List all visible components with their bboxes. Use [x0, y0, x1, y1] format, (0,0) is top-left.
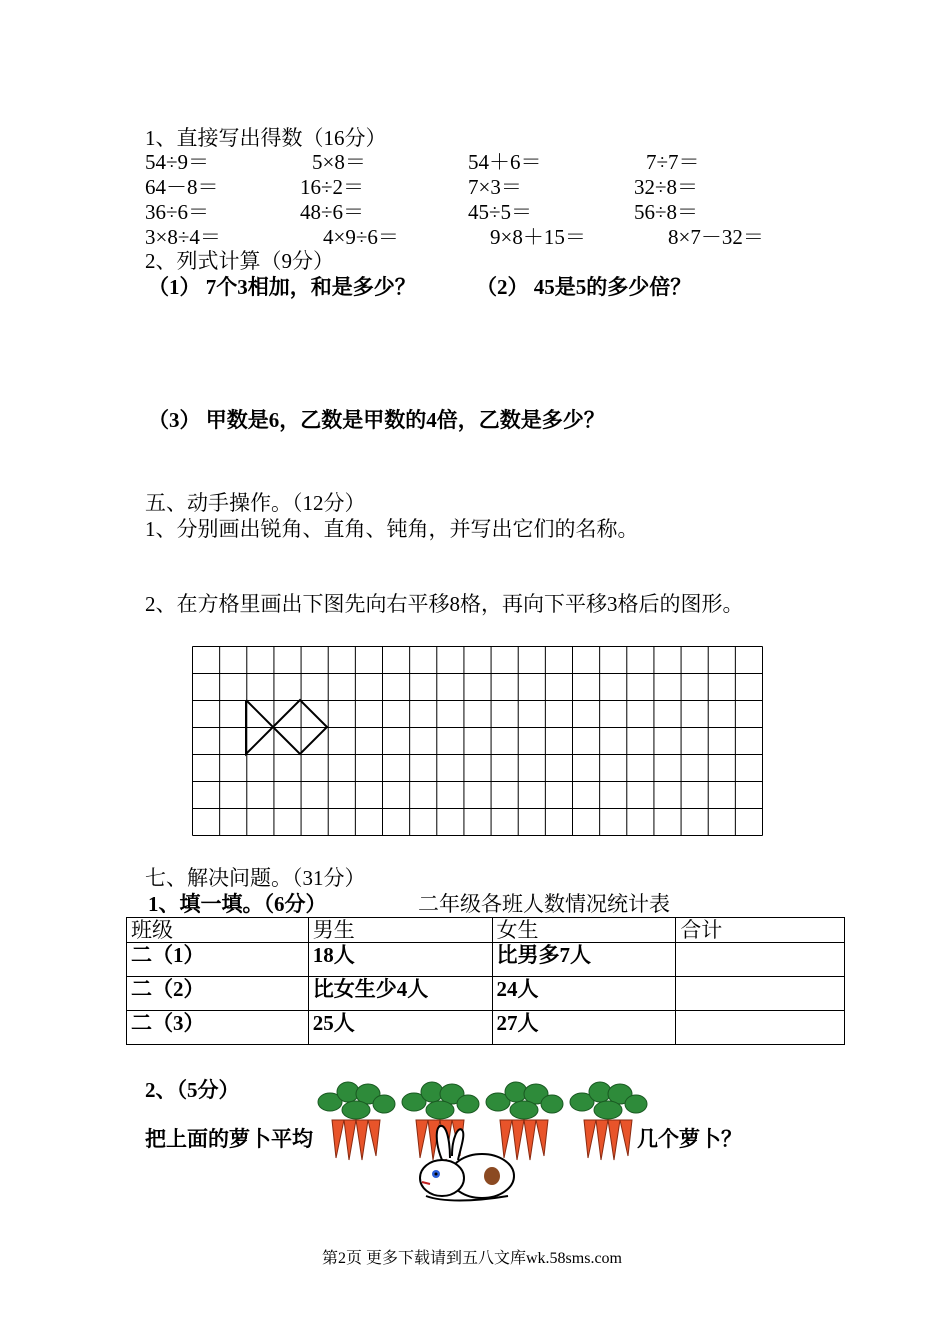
cell-boys: 18人	[308, 943, 492, 977]
problem: 5×8＝	[312, 150, 366, 174]
cell-class: 二（1）	[127, 943, 309, 977]
problem: 54＋6＝	[468, 150, 542, 174]
problem: 8×7－32＝	[668, 225, 764, 249]
cell-total[interactable]	[676, 977, 845, 1011]
problem: 48÷6＝	[300, 200, 365, 224]
section5-title: 五、动手操作。（12分）	[145, 491, 366, 515]
cell-class: 二（2）	[127, 977, 309, 1011]
question-7-2-label: 2、（5分）	[145, 1078, 240, 1102]
problem: 64－8＝	[145, 175, 219, 199]
problem: 45÷5＝	[468, 200, 533, 224]
translation-grid	[192, 646, 763, 838]
section7-title: 七、解决问题。（31分）	[145, 866, 366, 890]
cell-class: 二（3）	[127, 1011, 309, 1045]
carrot-bunch-icon	[568, 1080, 648, 1162]
header-cell: 女生	[492, 918, 676, 943]
section1-title: 1、直接写出得数（16分）	[145, 126, 387, 150]
cell-boys: 比女生少4人	[308, 977, 492, 1011]
table-row	[127, 1011, 845, 1045]
question-5-1: 1、分别画出锐角、直角、钝角，并写出它们的名称。	[145, 517, 639, 541]
problem: 32÷8＝	[634, 175, 699, 199]
section2-title: 2、列式计算（9分）	[145, 249, 334, 273]
problem: 7÷7＝	[646, 150, 700, 174]
class-stats-table	[126, 917, 845, 1045]
problem: 54÷9＝	[145, 150, 210, 174]
cell-total[interactable]	[676, 1011, 845, 1045]
problem: 7×3＝	[468, 175, 522, 199]
problem: 16÷2＝	[300, 175, 365, 199]
rabbit-icon	[412, 1120, 522, 1204]
problem: 36÷6＝	[145, 200, 210, 224]
table-row	[127, 943, 845, 977]
header-cell: 男生	[308, 918, 492, 943]
cell-girls: 27人	[492, 1011, 676, 1045]
page-footer: 第2页 更多下载请到五八文库wk.58sms.com	[322, 1250, 623, 1267]
cell-girls: 24人	[492, 977, 676, 1011]
table-row	[127, 977, 845, 1011]
question-2-1: （1） 7个3相加，和是多少？	[148, 275, 416, 299]
problem: 9×8＋15＝	[490, 225, 586, 249]
question-7-1-label: 1、填一填。（6分）	[148, 892, 327, 916]
cell-girls: 比男多7人	[492, 943, 676, 977]
header-cell: 班级	[127, 918, 309, 943]
question-7-2-text-left: 把上面的萝卜平均	[145, 1127, 313, 1151]
problem: 56÷8＝	[634, 200, 699, 224]
table-title: 二年级各班人数情况统计表	[418, 892, 670, 916]
question-2-3: （3） 甲数是6，乙数是甲数的4倍，乙数是多少？	[148, 408, 605, 432]
problem: 3×8÷4＝	[145, 225, 221, 249]
question-7-2-text-right: 几个萝卜？	[637, 1127, 742, 1151]
cell-boys: 25人	[308, 1011, 492, 1045]
carrot-bunch-icon	[316, 1080, 396, 1162]
problem: 4×9÷6＝	[323, 225, 399, 249]
question-2-2: （2） 45是5的多少倍？	[476, 275, 692, 299]
header-cell: 合计	[676, 918, 845, 943]
cell-total[interactable]	[676, 943, 845, 977]
table-header-row	[127, 918, 845, 943]
question-5-2: 2、在方格里画出下图先向右平移8格，再向下平移3格后的图形。	[145, 592, 744, 616]
